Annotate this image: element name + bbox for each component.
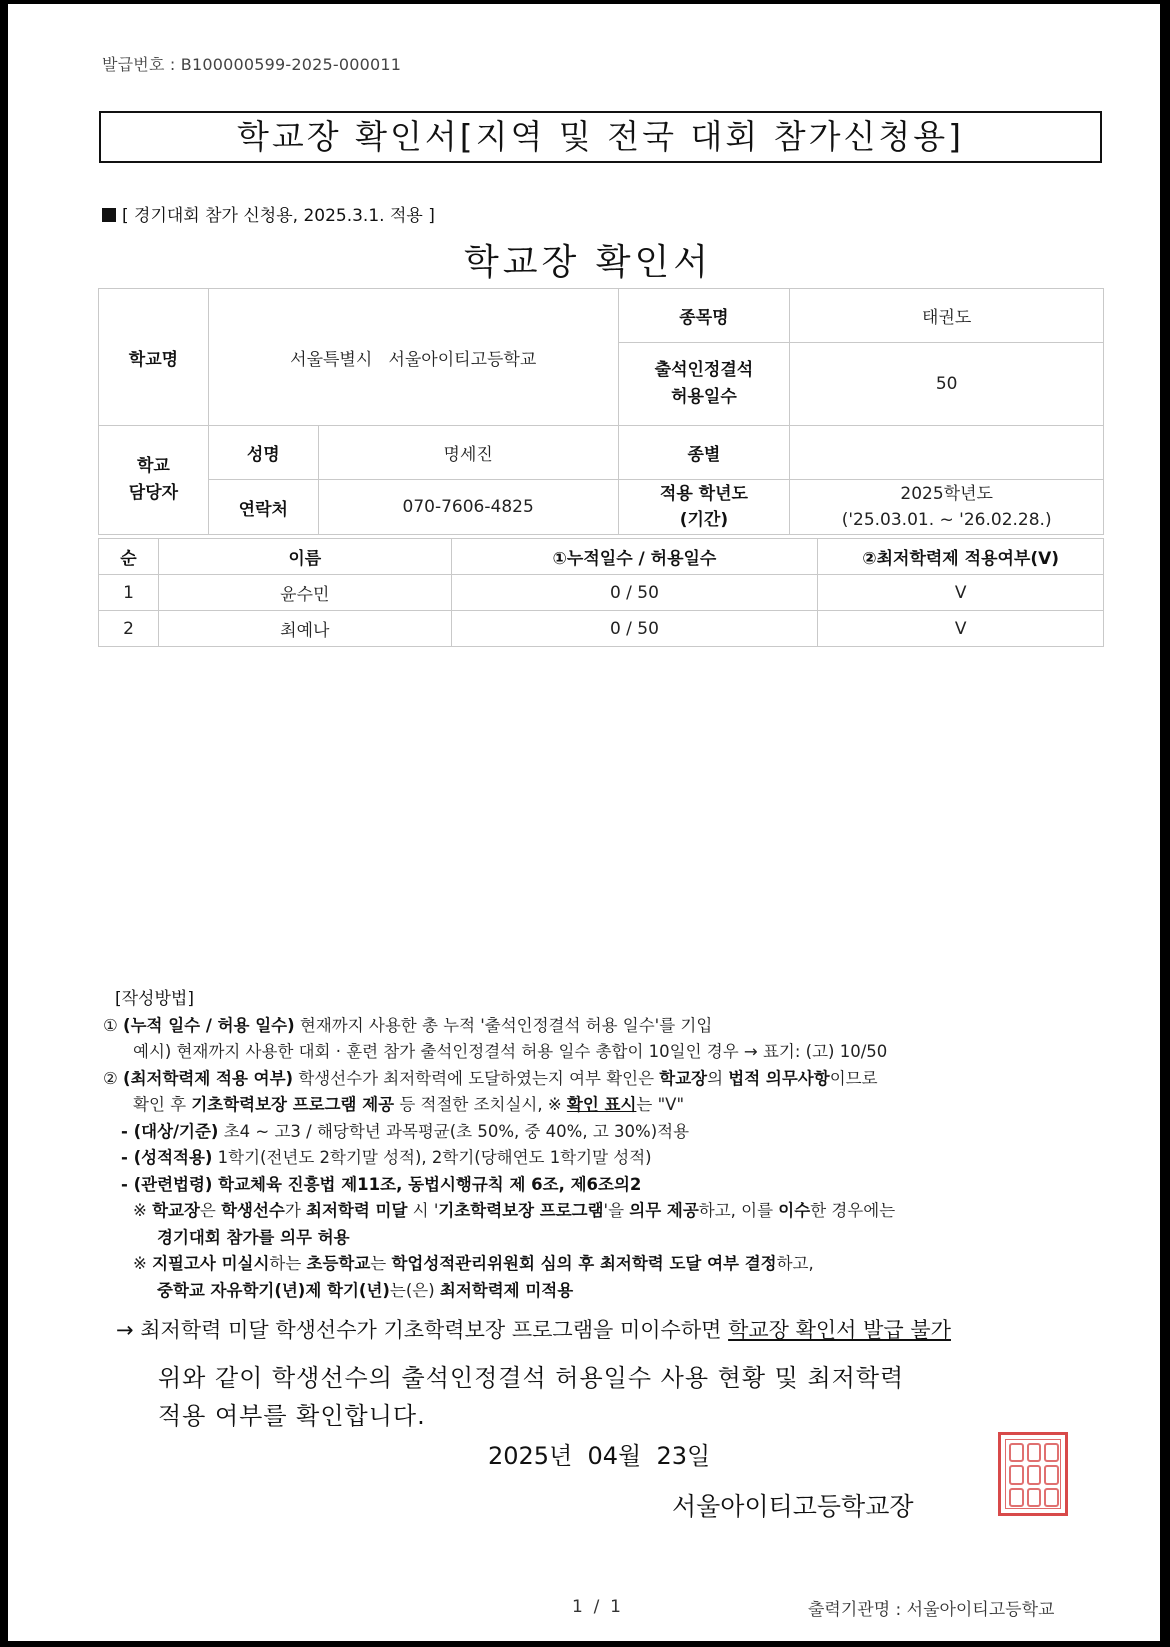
instruction-line-6 [103, 1145, 895, 1172]
instruction-text: 하고, 이를 [698, 1201, 779, 1220]
instruction-text: '을 [603, 1201, 630, 1220]
instruction-text: 확인 후 [133, 1095, 192, 1114]
page-number: 1 / 1 [572, 1597, 621, 1617]
gender-value [790, 426, 1104, 480]
name-value: 명세진 [318, 426, 618, 480]
student-table [98, 538, 1104, 647]
issue-date: 2025년 04월 23일 [488, 1442, 711, 1470]
instruction-bold: 중학교 자유학기(년)제 학기(년) [157, 1280, 390, 1300]
warning-text: 기초학력보장 프로그램 [383, 1318, 593, 1342]
warning-text: 하면 [680, 1318, 729, 1342]
instruction-text: 한 경우에는 [810, 1201, 896, 1220]
instruction-line-1 [103, 1013, 895, 1040]
allowed-days-label-line2: 허용일수 [671, 387, 737, 407]
instruction-text: 는 [370, 1254, 392, 1273]
instruction-text: 는(은) [389, 1280, 440, 1300]
instruction-text: 초4 ~ 고3 / 해당학년 과목평균(초 50%, 중 40%, 고 30%)적용 [218, 1121, 690, 1141]
instruction-text: 현재까지 사용한 총 누적 '출석인정결석 허용 일수'를 기입 [294, 1015, 713, 1035]
instruction-bold: (최저학력제 적용 여부) [123, 1068, 294, 1088]
manager-label-line1: 학교 [136, 456, 170, 476]
row-name: 최예나 [158, 611, 451, 647]
instruction-text: 은 [199, 1201, 222, 1220]
instruction-bold-underline: 확인 표시 [566, 1095, 637, 1114]
school-value: 서울특별시 서울아이티고등학교 [208, 289, 618, 426]
name-label: 성명 [208, 426, 318, 480]
row-days: 0 / 50 [451, 611, 818, 647]
instruction-text: ※ [133, 1201, 153, 1220]
row-days: 0 / 50 [451, 575, 818, 611]
principal-name: 서울아이티고등학교장 [672, 1492, 914, 1521]
contact-label: 연락처 [208, 480, 318, 535]
output-organization: 출력기관명 : 서울아이티고등학교 [808, 1600, 1055, 1620]
document-page [8, 4, 1160, 1641]
manager-label [99, 426, 209, 535]
instruction-bold: 학교장 [152, 1201, 200, 1220]
row-name: 윤수민 [158, 575, 451, 611]
instruction-text: 가 [284, 1201, 307, 1220]
instruction-line-7: - (관련법령) 학교체육 진흥법 제11조, 동법시행규칙 제 6조, 제6조의2 [121, 1174, 642, 1194]
circled-2: ② [103, 1068, 118, 1088]
instruction-text: 등 적절한 조치실시, ※ [394, 1095, 567, 1114]
instruction-text: 는 "V" [636, 1095, 685, 1114]
instruction-bold: 학업성적관리위원회 심의 후 최저학력 도달 여부 결정 [391, 1254, 777, 1273]
instruction-bold: 경기대회 참가 [157, 1227, 259, 1247]
instruction-text: 하는 [269, 1254, 307, 1273]
event-label: 종목명 [618, 289, 790, 343]
row-applied: V [818, 575, 1104, 611]
instruction-bold: 최저학력 미달 [306, 1201, 408, 1220]
instruction-text: 시 ' [407, 1201, 439, 1220]
row-no: 1 [99, 575, 159, 611]
instruction-bold: 최저학력제 미적용 [439, 1280, 574, 1300]
document-title: 학교장 확인서[지역 및 전국 대회 참가신청용] [99, 111, 1102, 163]
year-label [618, 480, 790, 535]
instruction-line-8 [103, 1198, 895, 1225]
allowed-days-label-line1: 출석인정결석 [654, 360, 754, 380]
instruction-bold: 이수 [778, 1201, 811, 1220]
allowed-days-label [618, 343, 790, 426]
instruction-bold: 법적 의무사항 [728, 1068, 830, 1088]
allowed-days-value: 50 [790, 343, 1104, 426]
school-info-table [98, 288, 1104, 535]
instruction-bold: - (성적적용) [121, 1148, 213, 1167]
year-label-line2: (기간) [679, 510, 729, 530]
instruction-text: 이므로 [829, 1068, 878, 1088]
school-seal [998, 1432, 1068, 1516]
instruction-bold: 기초학력보장 프로그램 [438, 1201, 604, 1220]
instructions-title: [작성방법] [115, 989, 194, 1009]
col-header-applied: ②최저학력제 적용여부(V) [818, 539, 1104, 575]
instruction-bold: 기초학력보장 프로그램 제공 [191, 1095, 395, 1114]
col-header-no: 순 [99, 539, 159, 575]
instruction-text: 1학기(전년도 2학기말 성적), 2학기(당해연도 1학기말 성적) [212, 1148, 652, 1167]
instruction-line-2: 예시) 현재까지 사용한 대회 · 훈련 참가 출석인정결석 허용 일수 총합이 10일인 경우 → 표기: (고) 10/50 [133, 1042, 888, 1061]
year-value [790, 480, 1104, 535]
instruction-line-11 [103, 1278, 895, 1305]
warning-text: 미이수 [619, 1318, 681, 1342]
apply-note [102, 201, 435, 226]
row-no: 2 [99, 611, 159, 647]
col-header-days: ①누적일수 / 허용일수 [451, 539, 818, 575]
writing-instructions [103, 986, 895, 1304]
sub-title: 학교장 확인서 [463, 242, 713, 283]
manager-label-line2: 담당자 [128, 483, 179, 503]
instruction-line-4 [103, 1092, 895, 1119]
gender-label: 종별 [618, 426, 790, 480]
confirmation-line-1: 위와 같이 학생선수의 출석인정결석 허용일수 사용 현황 및 최저학력 [158, 1364, 905, 1392]
instruction-text: 의 [707, 1068, 729, 1088]
year-value-line1: 2025학년도 [900, 484, 993, 504]
warning-underlined-text: 학교장 확인서 발급 불가 [728, 1318, 951, 1342]
issuance-warning [116, 1314, 951, 1344]
warning-text: 을 [593, 1318, 620, 1342]
contact-value: 070-7606-4825 [318, 480, 618, 535]
instruction-bold: - (대상/기준) [121, 1121, 219, 1141]
instruction-bold: 초등학교 [306, 1254, 371, 1273]
year-label-line1: 적용 학년도 [659, 484, 748, 504]
school-label: 학교명 [99, 289, 209, 426]
seal-glyphs [1009, 1443, 1059, 1507]
instruction-bold: 의무 제공 [629, 1201, 699, 1220]
instruction-bold: 학교장 [659, 1068, 708, 1088]
instruction-bold: 학생선수 [221, 1201, 285, 1220]
warning-text: → 최저학력 미달 학생선수 [116, 1318, 357, 1342]
instruction-bold: (누적 일수 / 허용 일수) [123, 1015, 295, 1035]
instruction-line-5 [103, 1119, 895, 1146]
confirmation-line-2: 적용 여부를 확인합니다. [158, 1402, 426, 1430]
circled-1: ① [103, 1015, 118, 1035]
event-value: 태권도 [790, 289, 1104, 343]
warning-text: 가 [356, 1318, 384, 1342]
confirmation-statement [158, 1359, 904, 1435]
instruction-text: 학생선수가 최저학력에 도달하였는지 여부 확인은 [293, 1068, 660, 1088]
table-row [99, 611, 1104, 647]
row-applied: V [818, 611, 1104, 647]
issue-number: 발급번호 : B100000599-2025-000011 [102, 55, 402, 74]
year-value-line2: ('25.03.01. ~ '26.02.28.) [841, 510, 1052, 530]
instruction-line-10 [103, 1251, 895, 1278]
apply-note-text: [ 경기대회 참가 신청용, 2025.3.1. 적용 ] [122, 206, 435, 226]
instruction-line-3 [103, 1066, 895, 1093]
instruction-bold: 지필고사 미실시 [152, 1254, 270, 1273]
square-bullet-icon [102, 208, 116, 222]
instruction-line-9 [103, 1225, 895, 1252]
instruction-text: ※ [133, 1254, 153, 1273]
instruction-text: 하고, [776, 1254, 814, 1273]
col-header-name: 이름 [158, 539, 451, 575]
table-row [99, 575, 1104, 611]
instruction-bold: 를 의무 허용 [258, 1227, 350, 1247]
